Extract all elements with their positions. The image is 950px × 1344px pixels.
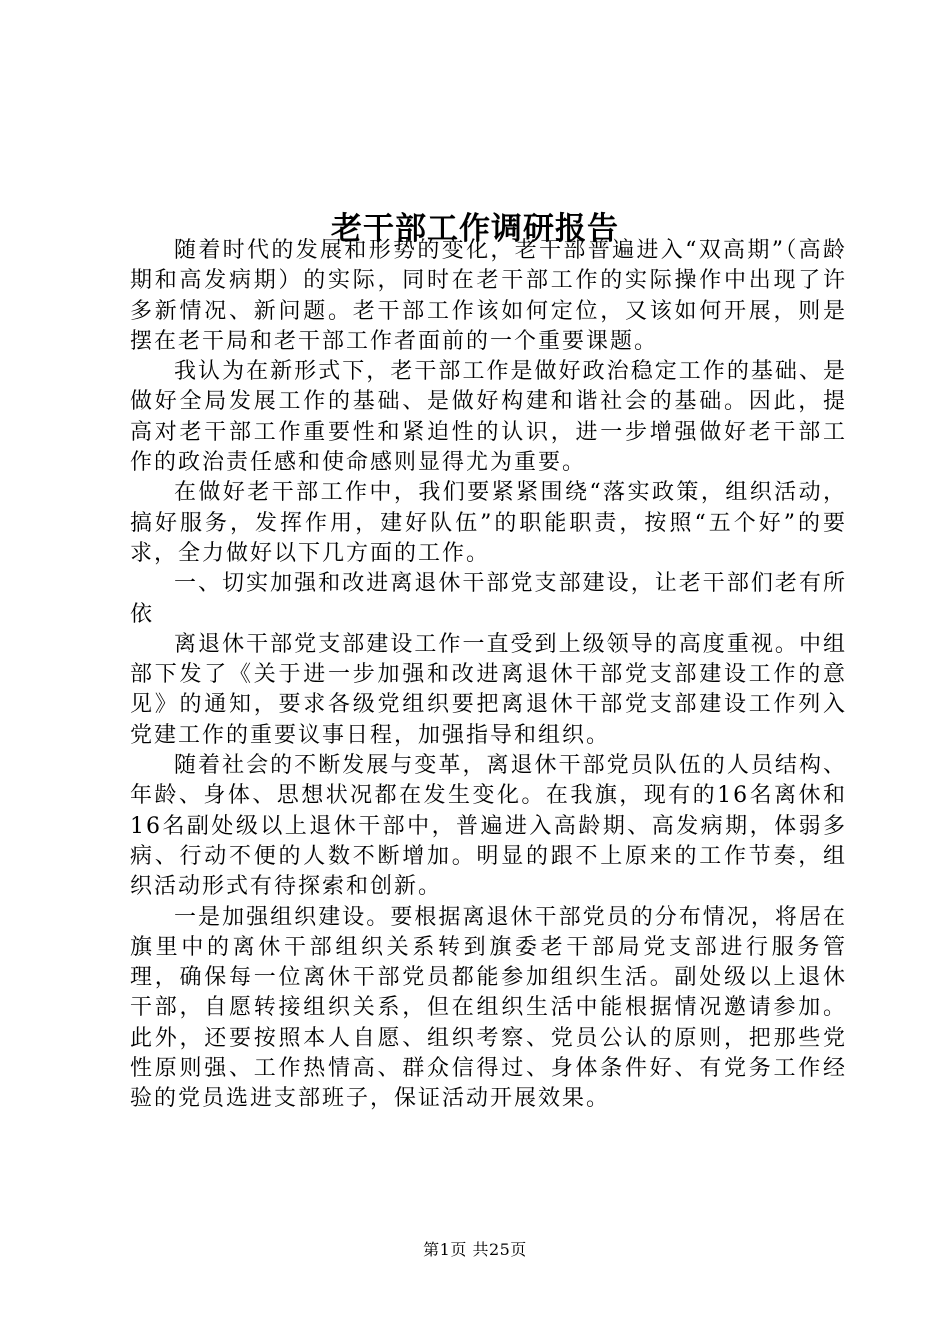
page-footer: 第1页 共25页 — [423, 1240, 527, 1259]
paragraph: 离退休干部党支部建设工作一直受到上级领导的高度重视。中组部下发了《关于进一步加强和改进离退休干部党支部建设工作的意见》的通知，要求各级党组织要把离退休干部党支部建设工作列入党建工作的重要议事日程，加强指导和组织。 — [130, 631, 847, 748]
paragraph: 一是加强组织建设。要根据离退休干部党员的分布情况，将居在旗里中的离休干部组织关系转到旗委老干部局党支部进行服务管理，确保每一位离休干部党员都能参加组织生活。副处级以上退休干部，自愿转接组织关系，但在组织生活中能根据情况邀请参加。此外，还要按照本人自愿、组织考察、党员公认的原则，把那些党性原则强、工作热情高、群众信得过、身体条件好、有党务工作经验的党员选进支部班子，保证活动开展效果。 — [130, 904, 847, 1112]
document-title: 老干部工作调研报告 — [331, 210, 619, 247]
paragraph: 在做好老干部工作中，我们要紧紧围绕“落实政策，组织活动，搞好服务，发挥作用，建好队伍”的职能职责，按照“五个好”的要求，全力做好以下几方面的工作。 — [130, 480, 847, 566]
paragraph: 随着社会的不断发展与变革，离退休干部党员队伍的人员结构、年龄、身体、思想状况都在发生变化。在我旗，现有的16名离休和16名副处级以上退休干部中，普遍进入高龄期、高发病期，体弱多病、行动不便的人数不断增加。明显的跟不上原来的工作节奏，组织活动形式有待探索和创新。 — [130, 753, 847, 900]
section-heading: 一、切实加强和改进离退休干部党支部建设，让老干部们老有所依 — [130, 571, 847, 627]
document-body — [130, 236, 847, 1115]
paragraph: 随着时代的发展和形势的变化，老干部普遍进入“双高期”（高龄期和高发病期）的实际，同时在老干部工作的实际操作中出现了许多新情况、新问题。老干部工作该如何定位，又该如何开展，则是摆在老干局和老干部工作者面前的一个重要课题。 — [130, 238, 847, 354]
paragraph: 我认为在新形式下，老干部工作是做好政治稳定工作的基础、是做好全局发展工作的基础、是做好构建和谐社会的基础。因此，提高对老干部工作重要性和紧迫性的认识，进一步增强做好老干部工作的政治责任感和使命感则显得尤为重要。 — [130, 359, 847, 476]
